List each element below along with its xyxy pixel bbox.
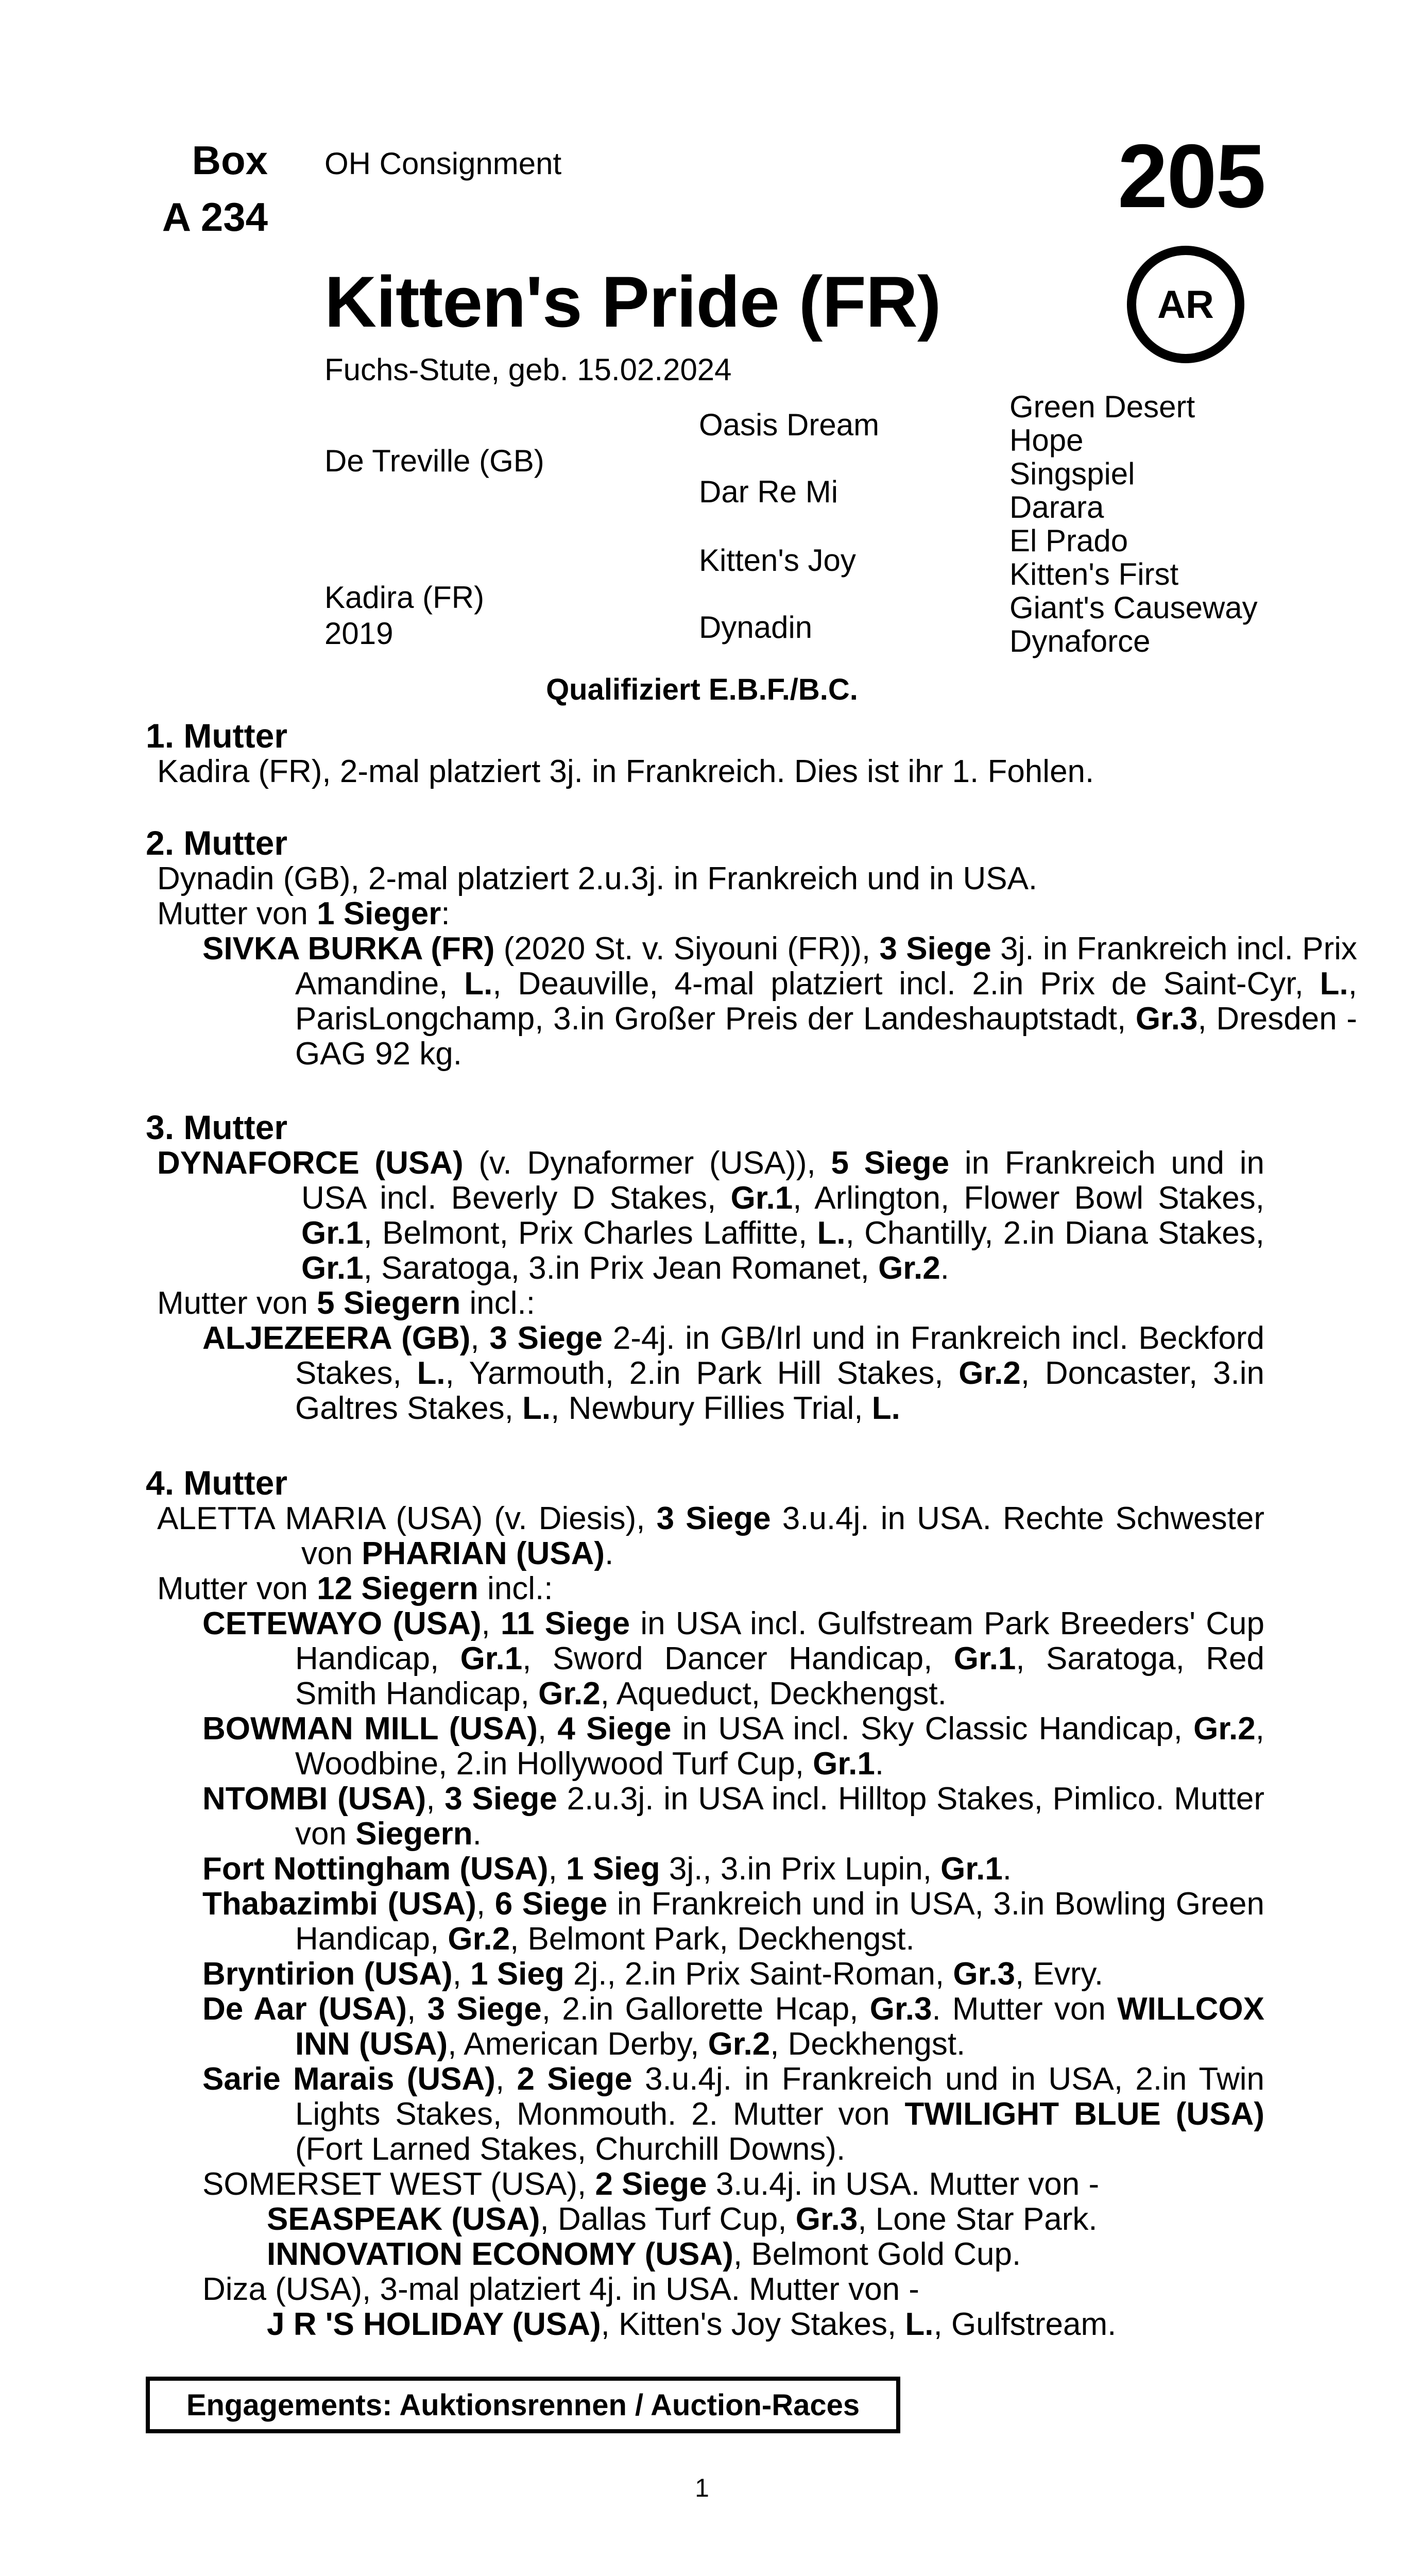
text: in USA incl. Gulfstream Park Breeders' Cup Handicap, — [295, 1606, 1264, 1676]
mutter-von-prefix: Mutter von — [157, 896, 317, 931]
text: (Fort Larned Stakes, Churchill Downs). — [295, 2131, 846, 2167]
grandsire-paternal: Oasis Dream — [699, 408, 880, 442]
mutter-von-suffix: incl.: — [460, 1285, 535, 1321]
sire: De Treville (GB) — [324, 444, 544, 478]
progeny-thabazimbi — [202, 1887, 1264, 1957]
text: , Dresden - GAG 92 kg. — [295, 1001, 1358, 1072]
text: , — [452, 1956, 471, 1992]
mutter-von-suffix: incl.: — [478, 1571, 553, 1606]
first-dam-text: Kadira (FR), 2-mal platziert 3j. in Frankreich. Dies ist ihr 1. Fohlen. — [157, 754, 1094, 789]
wins: 11 Siege — [500, 1606, 630, 1641]
box-number: A 234 — [162, 194, 268, 240]
race-grade: Gr.2 — [878, 1250, 940, 1286]
race-grade: Gr.1 — [301, 1215, 364, 1251]
progeny-bryntirion — [202, 1957, 1264, 1992]
mutter-von-suffix: : — [441, 896, 450, 931]
somerset-west — [202, 2167, 1264, 2202]
text: , — [470, 1320, 490, 1356]
text: , Lone Star Park. — [858, 2201, 1098, 2237]
great-grandparent: Green Desert — [1009, 389, 1195, 424]
second-dam-mutter-von — [157, 896, 1264, 931]
wins: 3 Siege — [656, 1501, 771, 1536]
race-grade: Gr.3 — [953, 1956, 1016, 1992]
race-grade: Gr.1 — [460, 1641, 523, 1676]
progeny-name: SEASPEAK (USA) — [267, 2201, 540, 2237]
text: in Frankreich und in USA, 3.in Bowling Green Handicap, — [295, 1886, 1265, 1957]
text: . — [940, 1250, 949, 1286]
text: 2j., 2.in Prix Saint-Roman, — [564, 1956, 953, 1992]
wins: 1 Sieg — [566, 1851, 660, 1887]
fourth-dam-title: 4. Mutter — [146, 1464, 288, 1502]
race-grade: Gr.3 — [1135, 1001, 1198, 1037]
progeny-ntombi — [202, 1782, 1264, 1852]
text: 2-4j. in GB/Irl und in Frankreich incl. Beckford Stakes, — [295, 1320, 1265, 1391]
text: , — [426, 1781, 445, 1817]
horse-details: Fuchs-Stute, geb. 15.02.2024 — [324, 352, 732, 387]
progeny-innovation-economy — [267, 2237, 1264, 2272]
text: , Belmont, Prix Charles Laffitte, — [363, 1215, 817, 1251]
progeny-sarie-marais — [202, 2062, 1264, 2167]
text: , — [548, 1851, 567, 1887]
text: , Belmont Park, Deckhengst. — [510, 1921, 915, 1957]
wins: 3 Siege — [427, 1991, 542, 2027]
wins: 4 Siege — [557, 1711, 672, 1747]
progeny-name: CETEWAYO (USA) — [202, 1606, 482, 1641]
engagements-text: Engagements: Auktionsrennen / Auction-Races — [186, 2388, 860, 2422]
winner-count: 12 Siegern — [317, 1571, 478, 1606]
text: , — [537, 1711, 558, 1747]
text: , — [481, 1606, 501, 1641]
horse-name: Kitten's Pride (FR) — [324, 261, 941, 342]
progeny-name: Fort Nottingham (USA) — [202, 1851, 549, 1887]
offspring-name: WILLCOX INN (USA) — [295, 1991, 1264, 2062]
great-grandparent: Singspiel — [1009, 456, 1135, 491]
text: , Saratoga, Red Smith Handicap, — [295, 1641, 1264, 1711]
sibling-name: PHARIAN (USA) — [362, 1536, 605, 1571]
grandsire-maternal: Kitten's Joy — [699, 543, 856, 578]
text: in USA incl. Sky Classic Handicap, — [671, 1711, 1194, 1747]
wins: 3 Siege — [489, 1320, 603, 1356]
text: , Newbury Fillies Trial, — [551, 1391, 872, 1426]
winner-count: 1 Sieger — [317, 896, 441, 931]
wins: 3 Siege — [879, 931, 991, 967]
race-grade: L. — [417, 1355, 446, 1391]
progeny-name: Thabazimbi (USA) — [202, 1886, 476, 1922]
text: , Deauville, 4-mal platziert incl. 2.in Prix de Saint-Cyr, — [492, 966, 1320, 1002]
diza: Diza (USA), 3-mal platziert 4j. in USA. Mutter von - — [202, 2272, 919, 2307]
winner-count: 5 Siegern — [317, 1285, 461, 1321]
progeny-name: Sarie Marais (USA) — [202, 2061, 495, 2097]
progeny-bowman-mill — [202, 1711, 1264, 1782]
wins: 5 Siege — [831, 1145, 950, 1181]
text: . — [472, 1816, 482, 1852]
text: , Evry. — [1015, 1956, 1104, 1992]
second-dam-title: 2. Mutter — [146, 824, 288, 862]
ar-badge-text: AR — [1157, 282, 1214, 327]
great-grandparent: Dynaforce — [1009, 624, 1151, 658]
progeny-name: BOWMAN MILL (USA) — [202, 1711, 538, 1747]
text: ALETTA MARIA (USA) (v. Diesis), — [157, 1501, 657, 1536]
text: 3.u.4j. in USA. Rechte Schwester von — [301, 1501, 1265, 1571]
text: 3j., 3.in Prix Lupin, — [660, 1851, 941, 1887]
text: , American Derby, — [448, 2026, 708, 2062]
text: , Saratoga, 3.in Prix Jean Romanet, — [363, 1250, 879, 1286]
third-dam-mutter-von — [157, 1286, 1264, 1321]
text: . Mutter von — [932, 1991, 1118, 2027]
great-grandparent: El Prado — [1009, 523, 1128, 558]
text: , Kitten's Joy Stakes, — [601, 2307, 905, 2342]
text: , — [407, 1991, 427, 2027]
wins: 3 Siege — [444, 1781, 557, 1817]
text: , Doncaster, 3.in Galtres Stakes, — [295, 1355, 1264, 1426]
wins: 6 Siege — [494, 1886, 608, 1922]
progeny-name: Bryntirion (USA) — [202, 1956, 453, 1992]
text: , Belmont Gold Cup. — [733, 2236, 1021, 2272]
text: , ParisLongchamp, 3.in Großer Preis der Landeshauptstadt, — [295, 966, 1357, 1037]
race-grade: L. — [1320, 966, 1348, 1002]
progeny-seaspeak — [267, 2202, 1264, 2237]
text: , Gulfstream. — [933, 2307, 1117, 2342]
race-grade: Gr.2 — [708, 2026, 771, 2062]
race-grade: Gr.1 — [730, 1180, 793, 1216]
ar-badge — [1127, 246, 1244, 363]
wins: 2 Siege — [517, 2061, 632, 2097]
page-number: 1 — [695, 2473, 709, 2502]
box-label: Box — [192, 138, 268, 183]
race-grade: L. — [522, 1391, 551, 1426]
third-dam-title: 3. Mutter — [146, 1108, 288, 1146]
text: 3.u.4j. in USA. Mutter von - — [707, 2166, 1100, 2202]
fourth-dam-text — [157, 1501, 1264, 1571]
text: 2.u.3j. in USA incl. Hilltop Stakes, Pimlico. Mutter von — [295, 1781, 1264, 1852]
dam-year: 2019 — [324, 616, 393, 651]
great-grandparent: Giant's Causeway — [1009, 590, 1258, 625]
text: SOMERSET WEST (USA), — [202, 2166, 595, 2202]
text: (2020 St. v. Siyouni (FR)), — [494, 931, 880, 967]
engagements-box — [146, 2377, 900, 2433]
text: 3j. in Frankreich incl. Prix Amandine, — [295, 931, 1358, 1002]
race-grade: Gr.2 — [1193, 1711, 1256, 1747]
race-grade: Gr.1 — [813, 1746, 875, 1782]
mutter-von-prefix: Mutter von — [157, 1571, 317, 1606]
race-grade: Gr.1 — [953, 1641, 1016, 1676]
race-grade: Gr.2 — [958, 1355, 1021, 1391]
progeny-aljezeera — [202, 1321, 1264, 1426]
great-grandparent: Kitten's First — [1009, 557, 1179, 591]
wins: 1 Sieg — [470, 1956, 564, 1992]
race-grade: L. — [905, 2307, 934, 2342]
progeny-name: INNOVATION ECONOMY (USA) — [267, 2236, 733, 2272]
text: , Dallas Turf Cup, — [540, 2201, 796, 2237]
text: , Aqueduct, Deckhengst. — [600, 1676, 947, 1711]
second-dam-text: Dynadin (GB), 2-mal platziert 2.u.3j. in Frankreich und in USA. — [157, 861, 1038, 896]
race-grade: Gr.1 — [940, 1851, 1003, 1887]
race-grade: Gr.2 — [448, 1921, 510, 1957]
race-grade: Gr.3 — [869, 1991, 932, 2027]
race-grade: L. — [817, 1215, 846, 1251]
dam-name: DYNAFORCE (USA) — [157, 1145, 464, 1181]
race-grade: Gr.2 — [538, 1676, 601, 1711]
progeny-sivka-burka — [202, 931, 1357, 1072]
text: , — [495, 2061, 517, 2097]
progeny-name: ALJEZEERA (GB) — [202, 1320, 471, 1356]
text: 3.u.4j. in Frankreich und in USA, 2.in Twin Lights Stakes, Monmouth. 2. Mutter von — [295, 2061, 1265, 2132]
progeny-fort-nottingham — [202, 1852, 1264, 1887]
progeny-name: SIVKA BURKA (FR) — [202, 931, 495, 967]
qualification: Qualifiziert E.B.F./B.C. — [546, 673, 858, 706]
text: , 2.in Gallorette Hcap, — [541, 1991, 870, 2027]
text: , Chantilly, 2.in Diana Stakes, — [845, 1215, 1264, 1251]
race-grade: L. — [871, 1391, 900, 1426]
lot-number: 205 — [1118, 126, 1265, 227]
text: , Sword Dancer Handicap, — [522, 1641, 954, 1676]
first-dam-title: 1. Mutter — [146, 717, 288, 755]
text: , Yarmouth, 2.in Park Hill Stakes, — [445, 1355, 959, 1391]
progeny-name: De Aar (USA) — [202, 1991, 407, 2027]
consignor: OH Consignment — [324, 146, 562, 181]
third-dam-text — [157, 1146, 1264, 1286]
text: , Deckhengst. — [770, 2026, 966, 2062]
great-grandparent: Darara — [1009, 490, 1104, 524]
fourth-dam-mutter-von — [157, 1571, 1264, 1606]
progeny-name: NTOMBI (USA) — [202, 1781, 426, 1817]
race-grade: L. — [464, 966, 493, 1002]
text: , Woodbine, 2.in Hollywood Turf Cup, — [295, 1711, 1264, 1782]
offspring-name: TWILIGHT BLUE (USA) — [904, 2096, 1264, 2132]
dam: Kadira (FR) — [324, 580, 485, 615]
text: . — [605, 1536, 614, 1571]
great-grandparent: Hope — [1009, 423, 1084, 457]
progeny-de-aar — [202, 1992, 1264, 2062]
text: in Frankreich und in USA incl. Beverly D Stakes, — [301, 1145, 1264, 1216]
winners: Siegern — [355, 1816, 473, 1852]
text: , — [476, 1886, 495, 1922]
granddam-maternal: Dynadin — [699, 610, 813, 645]
race-grade: Gr.3 — [795, 2201, 858, 2237]
progeny-cetewayo — [202, 1606, 1264, 1711]
granddam-paternal: Dar Re Mi — [699, 474, 838, 509]
text: (v. Dynaformer (USA)), — [463, 1145, 831, 1181]
progeny-name: J R 'S HOLIDAY (USA) — [267, 2307, 601, 2342]
text: , Arlington, Flower Bowl Stakes, — [793, 1180, 1264, 1216]
wins: 2 Siege — [595, 2166, 707, 2202]
progeny-jrs-holiday — [267, 2307, 1264, 2342]
text: . — [875, 1746, 884, 1782]
mutter-von-prefix: Mutter von — [157, 1285, 317, 1321]
text: . — [1002, 1851, 1012, 1887]
race-grade: Gr.1 — [301, 1250, 364, 1286]
